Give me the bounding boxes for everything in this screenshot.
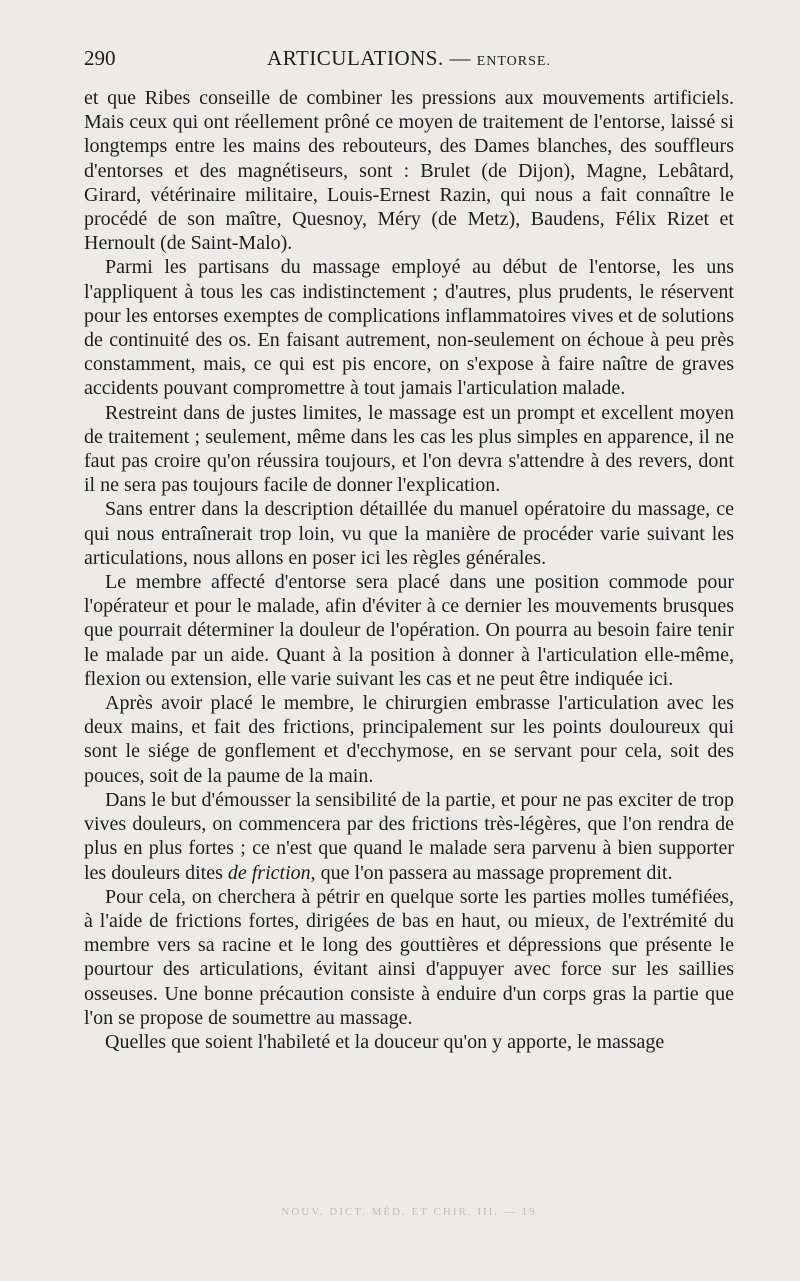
paragraph-7-text-b: , que l'on passera au massage proprement dit.	[310, 861, 673, 884]
paragraph-6: Après avoir placé le membre, le chirurgien embrasse l'articulation avec les deux mains, et fait des frictions, principalement sur les points douloureux qui sont le siége de gonflement et d'ecchymose, en se servant pour cela, soit des pouces, soit de la paume de la main.	[84, 692, 734, 787]
paragraph-4: Sans entrer dans la description détaillée du manuel opératoire du massage, ce qui nous entraînerait trop loin, vu que la manière de procéder varie suivant les articulations, nous allons en poser ici les règles générales.	[84, 498, 734, 569]
header-subtitle: ENTORSE.	[476, 54, 551, 69]
paragraph-7-text-a: Dans le but d'émousser la sensibilité de la partie, et pour ne pas exciter de trop vives douleurs, on commencera par des frictions très-légères, que l'on rendra de plus en plus fortes ; ce n'est que quand le malade sera parvenu à bien supporter les douleurs dites	[84, 788, 734, 884]
body-text	[84, 86, 734, 1054]
header-title: ARTICULATIONS.	[267, 46, 444, 70]
paragraph-3: Restreint dans de justes limites, le massage est un prompt et excellent moyen de traitement ; seulement, même dans les cas les plus simples en apparence, il ne faut pas croire qu'on réussira toujours, et l'on devra s'attendre à des revers, dont il ne sera pas toujours facile de donner l'explication.	[84, 401, 734, 497]
paragraph-7-italic: de friction	[227, 861, 311, 884]
paragraph-2: Parmi les partisans du massage employé au début de l'entorse, les uns l'appliquent à tous les cas indistinctement ; d'autres, plus prudents, le réservent pour les entorses exemptes de complications inflammatoires vives et de solutions de continuité des os. En faisant autrement, non-seulement on échoue à peu près constamment, mais, ce qui est pis encore, on s'expose à faire naître de graves accidents pouvant compromettre à tout jamais l'articulation malade.	[84, 256, 734, 400]
bleed-through-footer: NOUV. DICT. MÉD. ET CHIR. III. — 19	[281, 1206, 537, 1218]
paragraph-8: Pour cela, on cherchera à pétrir en quelque sorte les parties molles tuméfiées, à l'aide de frictions fortes, dirigées de bas en haut, ou mieux, de l'extrémité du membre vers sa racine et le long des gouttières et dépressions que présente le pourtour des articulations, évitant ainsi d'appuyer avec force sur les saillies osseuses. Une bonne précaution consiste à enduire d'un corps gras la partie que l'on se propose de soumettre au massage.	[84, 885, 734, 1029]
running-header	[84, 46, 734, 76]
paragraph-1: et que Ribes conseille de combiner les pressions aux mouvements artificiels. Mais ceux qui ont réellement prôné ce moyen de traitement de l'entorse, laissé si longtemps entre les mains des rebouteurs, des Dames blanches, des souffleurs d'entorses et des magnétiseurs, sont : Brulet (de Dijon), Magne, Lebâtard, Girard, vétérinaire militaire, Louis-Ernest Razin, qui nous a fait connaître le procédé de son maître, Quesnoy, Méry (de Metz), Baudens, Félix Rizet et Hernoult (de Saint-Malo).	[84, 87, 734, 255]
paragraph-5: Le membre affecté d'entorse sera placé dans une position commode pour l'opérateur et pour le malade, afin d'éviter à ce dernier les mouvements brusques que pourrait déterminer la douleur de l'opération. On pourra au besoin faire tenir le malade par un aide. Quant à la position à donner à l'articulation elle-même, flexion ou extension, elle varie suivant les cas et ne peut être indiquée ici.	[84, 571, 734, 690]
header-title-line	[84, 46, 734, 71]
header-separator: —	[443, 46, 477, 70]
paragraph-7	[84, 788, 734, 885]
page-number: 290	[84, 46, 116, 70]
paragraph-9: Quelles que soient l'habileté et la douceur qu'on y apporte, le massage	[105, 1030, 665, 1053]
